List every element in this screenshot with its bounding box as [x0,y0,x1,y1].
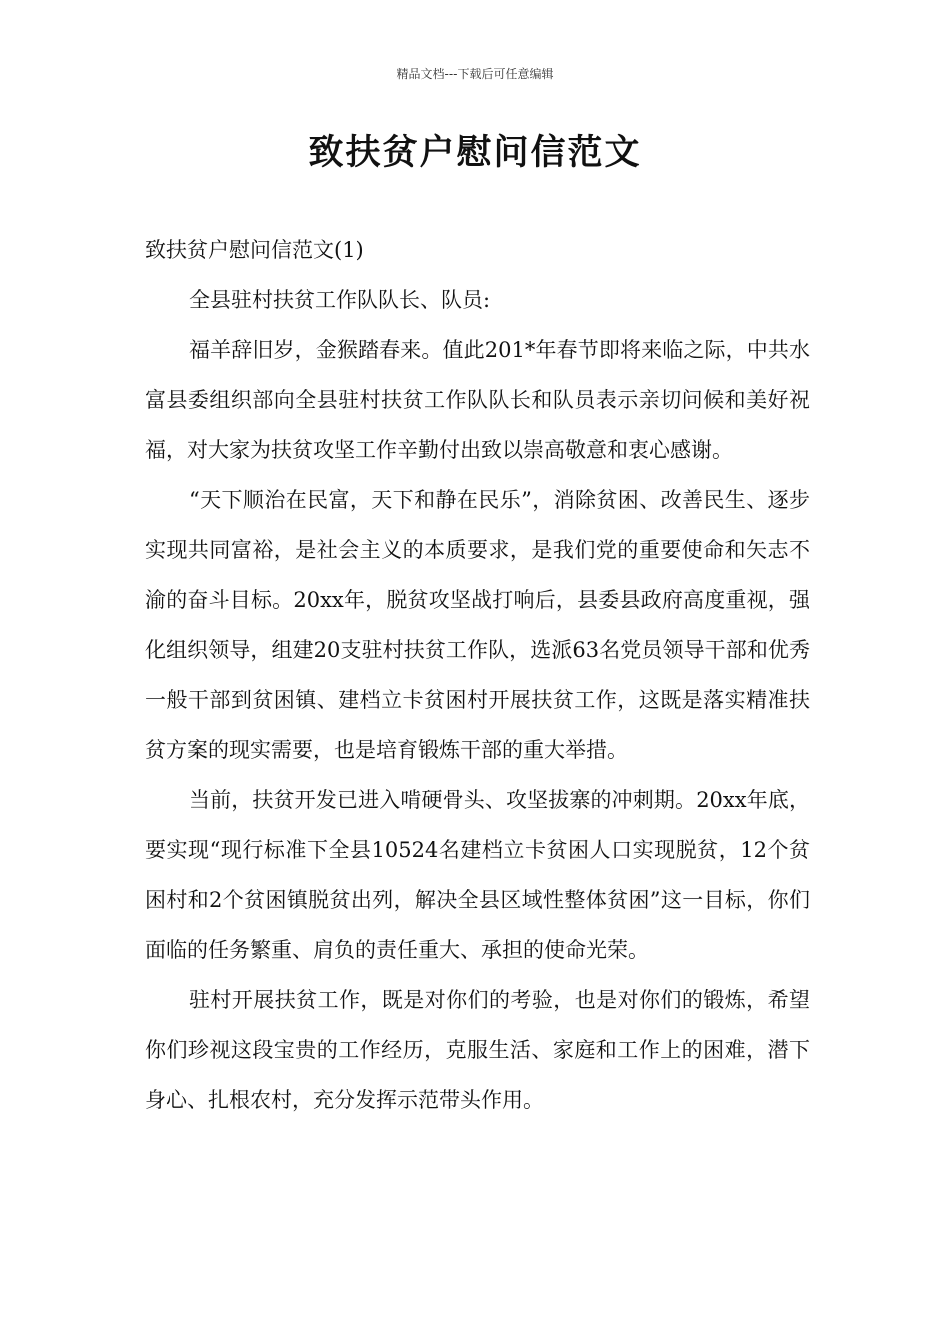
paragraph-1: 福羊辞旧岁，金猴踏春来。值此201*年春节即将来临之际，中共水富县委组织部向全县驻村扶贫工作队队长和队员表示亲切问候和美好祝福，对大家为扶贫攻坚工作辛勤付出致以崇高敬意和衷心感谢。 [145,338,810,462]
salutation: 全县驻村扶贫工作队队长、队员: [189,288,491,312]
document-body [145,225,810,1125]
paragraph-4: 驻村开展扶贫工作，既是对你们的考验，也是对你们的锻炼，希望你们珍视这段宝贵的工作经历，克服生活、家庭和工作上的困难，潜下身心、扎根农村，充分发挥示范带头作用。 [145,988,810,1112]
paragraph-3: 当前，扶贫开发已进入啃硬骨头、攻坚拔寨的冲刺期。20xx年底，要实现“现行标准下全县10524名建档立卡贫困人口实现脱贫，12个贫困村和2个贫困镇脱贫出列，解决全县区域性整体贫困”这一目标，你们面临的任务繁重、肩负的责任重大、承担的使命光荣。 [145,788,810,962]
header-note: 精品文档---下载后可任意编辑 [396,67,554,81]
paragraph-2: “天下顺治在民富，天下和静在民乐”，消除贫困、改善民生、逐步实现共同富裕，是社会主义的本质要求，是我们党的重要使命和矢志不渝的奋斗目标。20xx年，脱贫攻坚战打响后，县委县政府高度重视，强化组织领导，组建20支驻村扶贫工作队，选派63名党员领导干部和优秀一般干部到贫困镇、建档立卡贫困村开展扶贫工作，这既是落实精准扶贫方案的现实需要，也是培育锻炼干部的重大举措。 [145,488,810,762]
document-title: 致扶贫户慰问信范文 [308,133,642,173]
section-subtitle: 致扶贫户慰问信范文(1) [145,238,364,262]
